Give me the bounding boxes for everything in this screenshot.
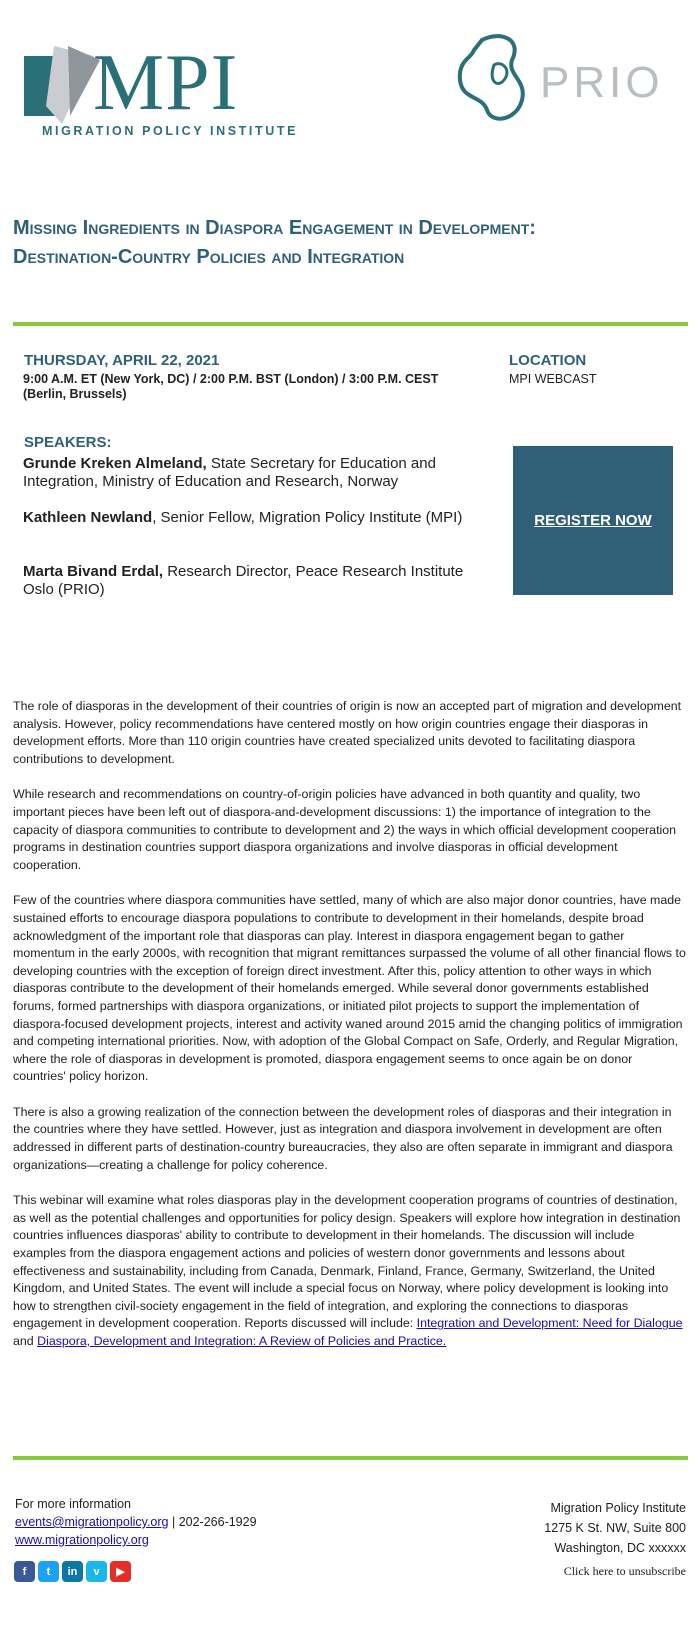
location-value: MPI WEBCAST <box>509 372 597 386</box>
speaker-role: Research Director, Peace Research Institute Oslo (PRIO) <box>23 563 464 598</box>
prio-logo-text: PRIO <box>540 58 664 107</box>
prio-logo-icon <box>452 30 540 130</box>
event-times: 9:00 A.M. ET (New York, DC) / 2:00 P.M. BST (London) / 3:00 P.M. CEST (Berlin, Brussels) <box>23 372 439 401</box>
more-info-label: For more information <box>15 1497 132 1511</box>
speaker-role: State Secretary for Education and Integration, Ministry of Education and Research, Norway <box>23 455 436 490</box>
linkedin-icon[interactable]: in <box>62 1561 83 1582</box>
facebook-icon[interactable]: f <box>14 1561 35 1582</box>
speaker-entry <box>23 563 478 599</box>
divider-top <box>13 322 688 326</box>
paragraph <box>13 1192 688 1350</box>
address-line-2: Washington, DC xxxxxx <box>554 1541 686 1555</box>
speaker-entry <box>23 509 478 527</box>
location-heading: LOCATION <box>509 352 587 369</box>
speaker-name: Grunde Kreken Almeland, <box>23 455 207 472</box>
event-date: THURSDAY, APRIL 22, 2021 <box>24 352 220 369</box>
mailing-address <box>544 1498 686 1558</box>
social-icons <box>14 1561 131 1582</box>
mpi-subtitle: MIGRATION POLICY INSTITUTE <box>42 124 299 138</box>
twitter-icon[interactable]: t <box>38 1561 59 1582</box>
report-link-diaspora[interactable]: Diaspora, Development and Integration: A Review of Policies and Practice. <box>37 1334 447 1348</box>
speaker-role: , Senior Fellow, Migration Policy Institute (MPI) <box>152 509 463 526</box>
paragraph: While research and recommendations on country-of-origin policies have advanced in both quantity and quality, two important pieces have been left out of diaspora-and-development discussions: 1) the importance of integration to the capacity of diaspora communities to contribute to development and 2) the ways in which official development cooperation programs in destination countries support diaspora organizations and involve diasporas in official development cooperation. <box>13 787 677 872</box>
youtube-icon[interactable]: ▶ <box>110 1561 131 1582</box>
event-description <box>13 698 688 1369</box>
report-link-integration[interactable]: Integration and Development: Need for Dialogue <box>416 1316 683 1331</box>
speaker-entry <box>23 455 478 491</box>
phone-number: | 202-266-1929 <box>168 1515 257 1529</box>
paragraph: The role of diasporas in the development of their countries of origin is now an accepted part of migration and development analysis. However, policy recommendations have centered mostly on how origin countries engage their diasporas in development efforts. More than 110 origin countries have created specialized units devoted to facilitating diaspora contributions to development. <box>13 699 682 766</box>
mpi-logo-icon <box>24 46 104 126</box>
contact-info <box>15 1495 257 1549</box>
page-title: Missing Ingredients in Diaspora Engagement in Development: Destination-Country Policies and Integration <box>13 217 536 268</box>
paragraph-text: This webinar will examine what roles diasporas play in the development cooperation programs of countries of destination, as well as the potential challenges and opportunities for policy design. Speakers will explore how integration in destination countries influences diasporas' ability to contribute to development in their homelands. The discussion will include examples from the diaspora engagement actions and policies of western donor governments and lessons about effectiveness and sustainability, including from Canada, Denmark, Finland, France, Germany, Switzerland, the United Kingdom, and United States. The event will include a special focus on Norway, where policy development is looking into how to strengthen civil-society engagement in the field of integration, and exploring the connections to diasporas engagement in development cooperation. Reports discussed will include: <box>13 1193 681 1331</box>
speaker-name: Marta Bivand Erdal, <box>23 563 164 580</box>
email-link[interactable]: events@migrationpolicy.org <box>15 1515 169 1529</box>
org-name: Migration Policy Institute <box>550 1501 686 1515</box>
vimeo-icon[interactable]: v <box>86 1561 107 1582</box>
register-button[interactable]: REGISTER NOW <box>513 446 673 595</box>
speaker-name: Kathleen Newland <box>23 509 153 526</box>
paragraph: Few of the countries where diaspora communities have settled, many of which are also major donor countries, have made sustained efforts to encourage diaspora populations to contribute to development in their homelands, despite broad acknowledgment of the important role that diasporas can play. Interest in diaspora engagement began to gather momentum in the early 2000s, with recognition that migrant remittances surpassed the volume of all other financial flows to developing countries with the exception of foreign direct investment. After this, policy attention to other ways in which diasporas contribute to the development of their homelands emerged. While several donor governments established forums, formed partnerships with diaspora organizations, or initiated pilot projects to support the implementation of diaspora-focused development projects, interest and activity waned around 2015 amid the changing politics of immigration and competing international priorities. Now, with adoption of the Global Compact on Safe, Orderly, and Regular Migration, where the role of diasporas in development is promoted, diaspora engagement seems to once again be on donor countries' policy horizon. <box>13 893 686 1084</box>
address-line-1: 1275 K St. NW, Suite 800 <box>544 1521 686 1535</box>
paragraph: There is also a growing realization of the connection between the development roles of diasporas and their integration in the countries where they have settled. However, just as integration and diaspora involvement in development are often addressed in different parts of destination-country bureaucracies, they also are often separate in immigrant and diaspora organizations—creating a challenge for policy coherence. <box>13 1104 673 1172</box>
speakers-heading: SPEAKERS: <box>24 434 112 451</box>
divider-bottom <box>13 1456 688 1460</box>
mpi-logo-text: MPI <box>93 39 239 127</box>
unsubscribe-link[interactable]: Click here to unsubscribe <box>563 1564 686 1578</box>
website-link[interactable]: www.migrationpolicy.org <box>15 1533 149 1547</box>
and-text: and <box>13 1334 38 1348</box>
